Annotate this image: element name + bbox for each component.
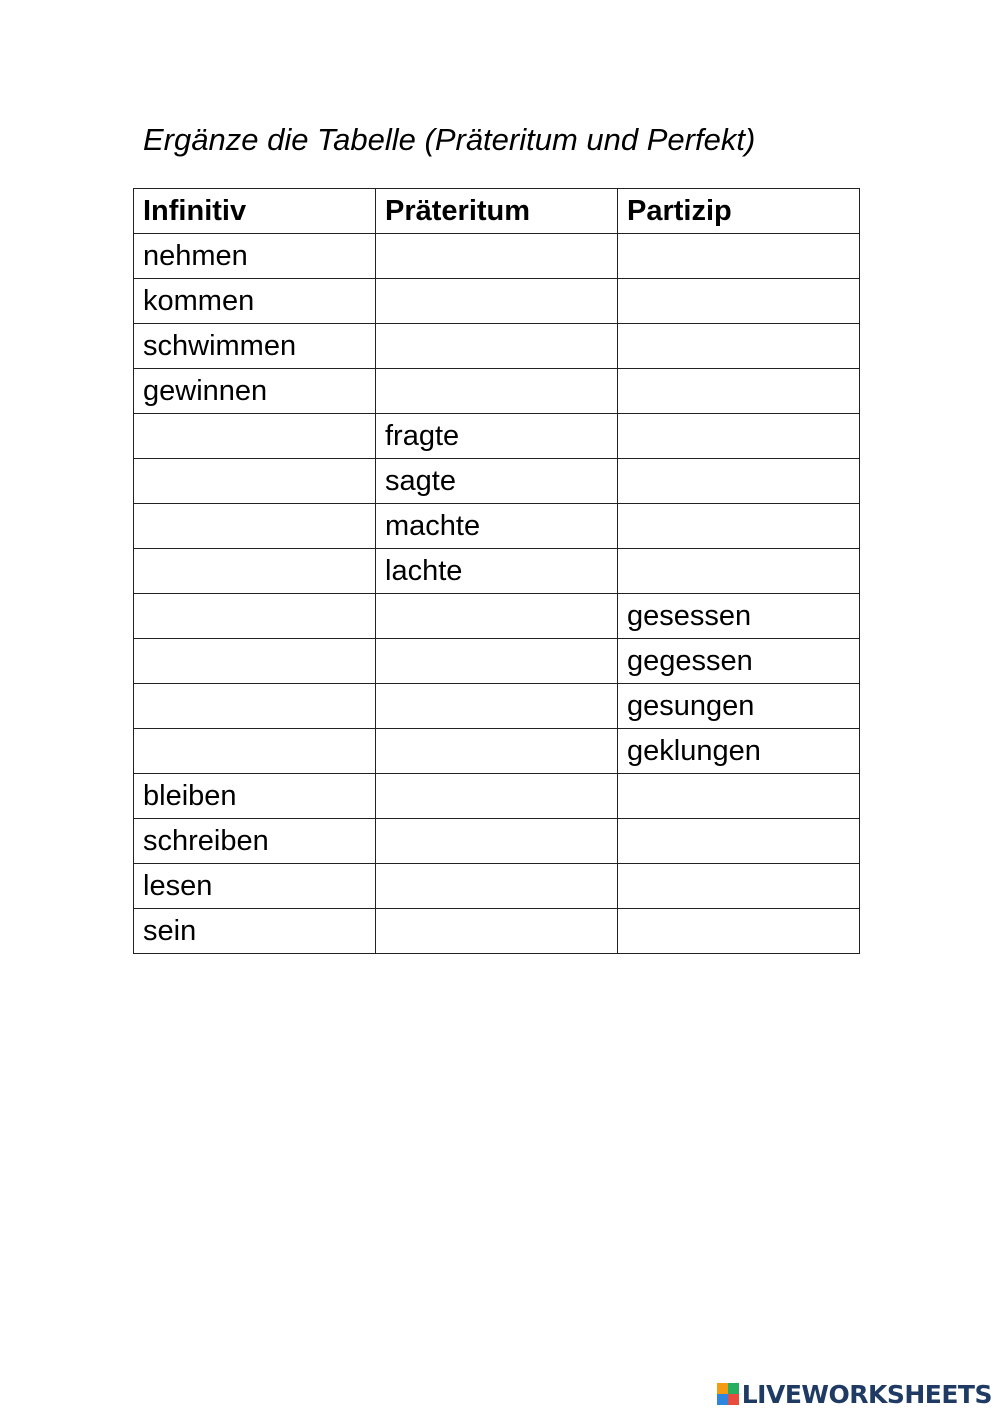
table-row: [134, 414, 860, 459]
answer-cell-partizip[interactable]: [618, 504, 860, 549]
verb-cell-infinitiv: lesen: [134, 864, 376, 909]
verb-cell-infinitiv: bleiben: [134, 774, 376, 819]
answer-cell-praeteritum[interactable]: [376, 819, 618, 864]
verb-cell-praeteritum: sagte: [376, 459, 618, 504]
answer-cell-praeteritum[interactable]: [376, 909, 618, 954]
worksheet-title: Ergänze die Tabelle (Präteritum und Perfekt): [143, 122, 756, 157]
answer-cell-partizip[interactable]: [618, 414, 860, 459]
liveworksheets-logo-icon: [717, 1383, 739, 1405]
answer-cell-praeteritum[interactable]: [376, 594, 618, 639]
table-row: [134, 819, 860, 864]
answer-cell-praeteritum[interactable]: [376, 639, 618, 684]
verb-cell-infinitiv: sein: [134, 909, 376, 954]
verb-cell-infinitiv: kommen: [134, 279, 376, 324]
verb-cell-infinitiv: gewinnen: [134, 369, 376, 414]
table-row: [134, 774, 860, 819]
verb-cell-praeteritum: fragte: [376, 414, 618, 459]
table-body: [134, 234, 860, 954]
verb-cell-praeteritum: lachte: [376, 549, 618, 594]
table-row: [134, 234, 860, 279]
table-row: [134, 279, 860, 324]
table-row: [134, 864, 860, 909]
answer-cell-infinitiv[interactable]: [134, 459, 376, 504]
answer-cell-praeteritum[interactable]: [376, 729, 618, 774]
answer-cell-partizip[interactable]: [618, 909, 860, 954]
answer-cell-praeteritum[interactable]: [376, 279, 618, 324]
verb-cell-partizip: gesessen: [618, 594, 860, 639]
verb-table: [133, 188, 860, 954]
answer-cell-infinitiv[interactable]: [134, 504, 376, 549]
table-row: [134, 639, 860, 684]
verb-cell-praeteritum: machte: [376, 504, 618, 549]
answer-cell-praeteritum[interactable]: [376, 774, 618, 819]
answer-cell-partizip[interactable]: [618, 279, 860, 324]
answer-cell-partizip[interactable]: [618, 459, 860, 504]
table-row: [134, 324, 860, 369]
verb-cell-infinitiv: nehmen: [134, 234, 376, 279]
answer-cell-partizip[interactable]: [618, 819, 860, 864]
table-row: [134, 549, 860, 594]
table-row: [134, 684, 860, 729]
answer-cell-praeteritum[interactable]: [376, 369, 618, 414]
table-header-row: [134, 189, 860, 234]
liveworksheets-brand: [717, 1381, 992, 1407]
verb-cell-infinitiv: schreiben: [134, 819, 376, 864]
verb-cell-partizip: gegessen: [618, 639, 860, 684]
answer-cell-infinitiv[interactable]: [134, 549, 376, 594]
answer-cell-partizip[interactable]: [618, 234, 860, 279]
table-row: [134, 369, 860, 414]
answer-cell-praeteritum[interactable]: [376, 684, 618, 729]
table-row: [134, 504, 860, 549]
brand-text: LIVEWORKSHEETS: [741, 1379, 992, 1409]
header-infinitiv: Infinitiv: [134, 189, 376, 234]
answer-cell-infinitiv[interactable]: [134, 684, 376, 729]
answer-cell-praeteritum[interactable]: [376, 234, 618, 279]
answer-cell-infinitiv[interactable]: [134, 639, 376, 684]
table-row: [134, 729, 860, 774]
table-row: [134, 909, 860, 954]
answer-cell-partizip[interactable]: [618, 864, 860, 909]
header-partizip: Partizip: [618, 189, 860, 234]
answer-cell-praeteritum[interactable]: [376, 324, 618, 369]
answer-cell-praeteritum[interactable]: [376, 864, 618, 909]
answer-cell-partizip[interactable]: [618, 549, 860, 594]
verb-cell-partizip: geklungen: [618, 729, 860, 774]
verb-cell-infinitiv: schwimmen: [134, 324, 376, 369]
table-row: [134, 594, 860, 639]
answer-cell-infinitiv[interactable]: [134, 729, 376, 774]
answer-cell-partizip[interactable]: [618, 324, 860, 369]
answer-cell-partizip[interactable]: [618, 369, 860, 414]
verb-cell-partizip: gesungen: [618, 684, 860, 729]
table-row: [134, 459, 860, 504]
answer-cell-infinitiv[interactable]: [134, 594, 376, 639]
answer-cell-partizip[interactable]: [618, 774, 860, 819]
header-praeteritum: Präteritum: [376, 189, 618, 234]
answer-cell-infinitiv[interactable]: [134, 414, 376, 459]
